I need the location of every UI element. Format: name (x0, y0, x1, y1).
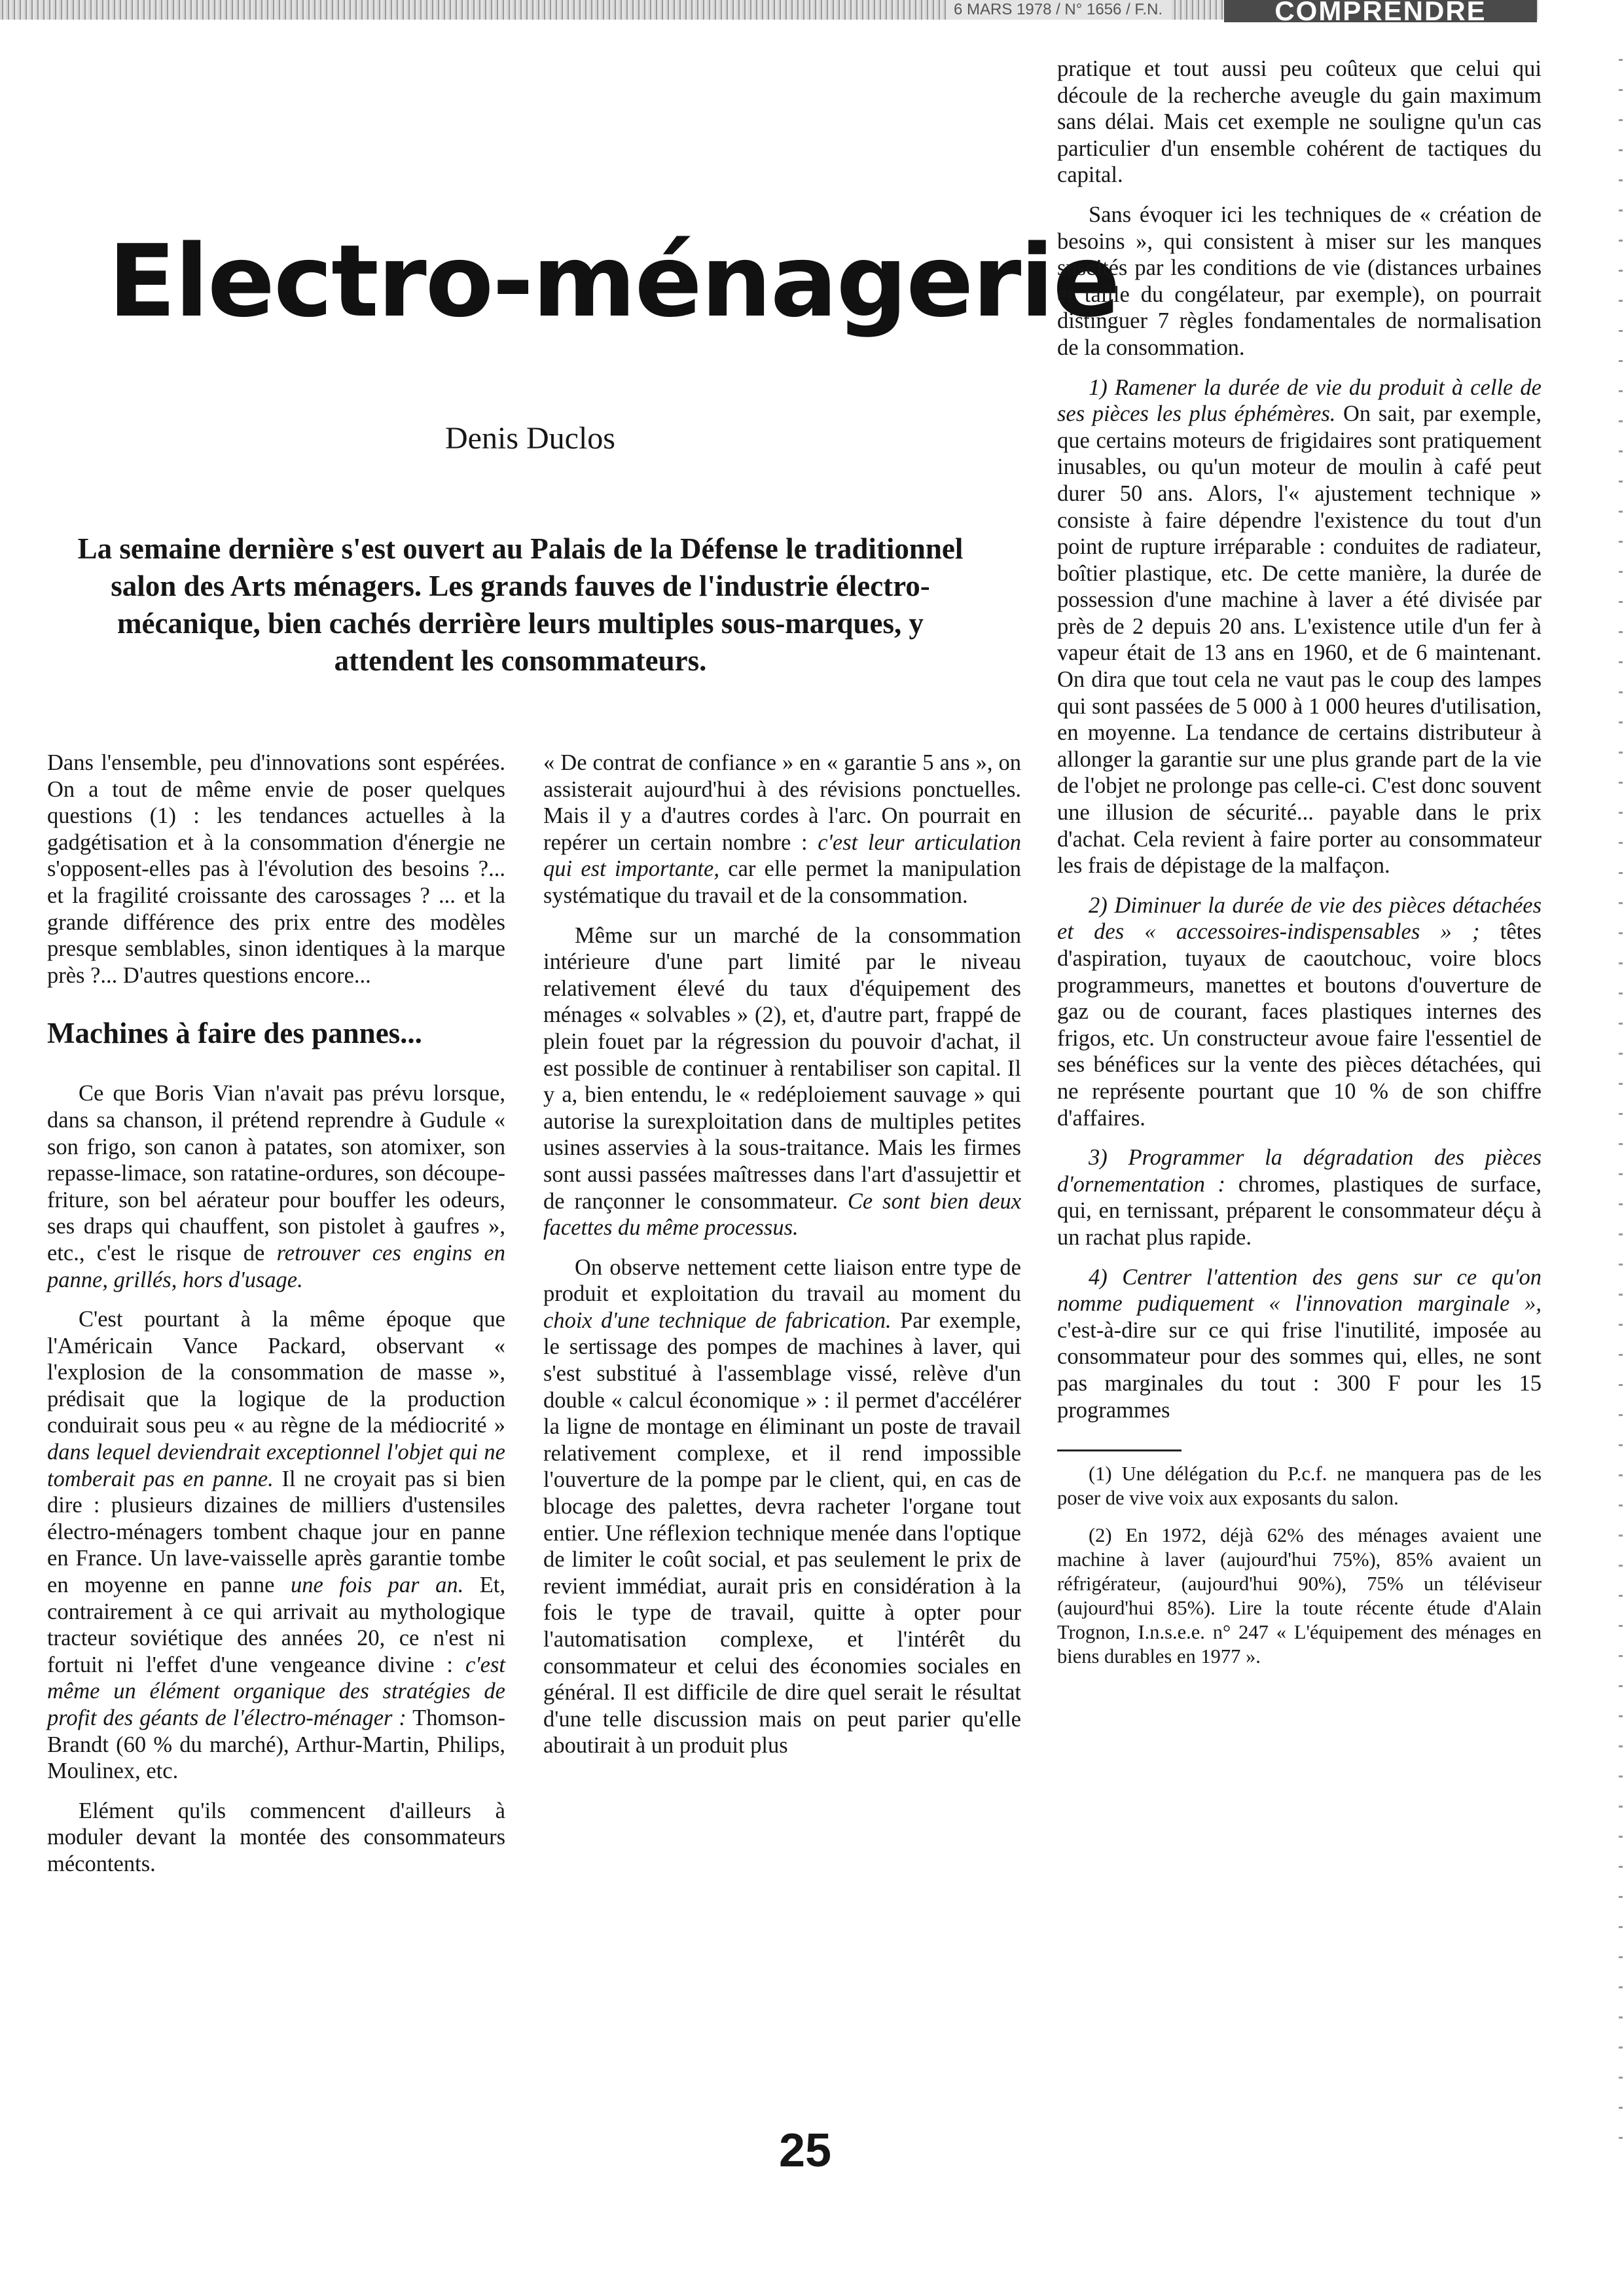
footnote: (1) Une délégation du P.c.f. ne manquera pas de les poser de vive voix aux exposants du salon. (1057, 1463, 1542, 1510)
rule-paragraph (1057, 1144, 1542, 1250)
italic-run: retrouver ces engins en panne, grillés, hors d'usage. (47, 1240, 505, 1292)
paragraph: Dans l'ensemble, peu d'innovations sont espérées. On a tout de même envie de poser quelques questions (1) : les tendances actuelles à la gadgétisation et à la consommation d'énergie ne s'opposent-elles pas à l'évolution des besoins ?... et la fragilité croissante des carossages ? ... et la grande différence des prix entre des modèles presque semblables, sinon identiques à la marque près ?... D'autres questions encore... (47, 750, 505, 988)
rule-paragraph (1057, 1264, 1542, 1424)
italic-run: Ce sont bien deux facettes du même processus. (543, 1188, 1022, 1241)
italic-run: choix d'une technique de fabrication. (543, 1307, 892, 1333)
text-run: c'est-à-dire sur ce qui frise l'inutilité, imposée au consommateur pour des sommes qui, elles, ne sont pas marginales du tout : 300 F pour les 15 programmes (1057, 1317, 1542, 1423)
footnote: (2) En 1972, déjà 62% des ménages avaient une machine à laver (aujourd'hui 75%), 85% avaient un réfrigérateur, (aujourd'hui 90%), 75% un téléviseur (aujourd'hui 85%). Lire la toute récente étude d'Alain Trognon, I.n.s.e.e. n° 247 « L'équipement des ménages en biens durables en 1977 ». (1057, 1524, 1542, 1668)
italic-run: dans lequel deviendrait exceptionnel l'objet qui ne tomberait pas en panne. (47, 1440, 505, 1491)
italic-run: une fois par an. (290, 1573, 464, 1598)
scan-edge-marks (1619, 59, 1623, 2154)
text-run: Par exemple, le sertissage des pompes de machines à laver, qui s'est substitué à l'assemblage vissé, relève d'un double « calcul économique » : il permet d'accélérer la ligne de montage en éliminant un poste de travail relativement complexe, et il rend impossible l'ouverture de la pompe par le client, qui, en cas de blocage des palettes, devra racheter l'organe tout entier. Une réflexion technique menée dans l'optique de limiter le coût social, et pas seulement le prix de revient immédiat, aurait pris en considération à la fois le type de travail, quitte à opter pour l'automatisation complexe, et l'intérêt du consommateur et celui des économies sociales en général. Il est difficile de dire quel serait le résultat d'une telle discussion mais on peut parier qu'elle aboutirait à un produit plus (543, 1307, 1021, 1758)
paragraph (543, 750, 1021, 909)
italic-run: 4) Centrer l'attention des gens sur ce qu'on nomme pudiquement « l'innovation marginale », (1057, 1264, 1542, 1317)
section-subhead: Machines à faire des pannes... (47, 1017, 422, 1050)
italic-run: 3) Programmer la dégradation des pièces d'ornementation : (1057, 1145, 1542, 1197)
text-run: Thomson-Brandt (60 % du marché), Arthur-Martin, Philips, Moulinex, etc. (47, 1705, 505, 1784)
article-author: Denis Duclos (445, 421, 615, 456)
text-run: Ce que Boris Vian n'avait pas prévu lorsque, dans sa chanson, il prétend reprendre à Gudule « son frigo, son canon à patates, son atomixer, son repasse-limace, son ratatine-ordures, son découpe-friture, son bel aérateur pour bouffer les odeurs, ses draps qui chauffent, son pistolet à gaufres », etc., c'est le risque de (47, 1081, 505, 1266)
italic-run: 1) Ramener la durée de vie du produit à celle de ses pièces les plus éphémères. (1057, 374, 1542, 427)
paragraph (47, 1080, 505, 1293)
paragraph: pratique et tout aussi peu coûteux que celui qui découle de la recherche aveugle du gain maximum sans délai. Mais cet exemple ne souligne qu'un cas particulier d'un ensemble cohérent de tactiques du capital. (1057, 56, 1542, 188)
italic-run: 2) Diminuer la durée de vie des pièces détachées et des « accessoires-indispensables » ; (1057, 892, 1542, 945)
paragraph: Sans évoquer ici les techniques de « création de besoins », qui consistent à miser sur les manques suscités par les conditions de vie (distances urbaines et taille du congélateur, par exemple), on pourrait distinguer 7 règles fondamentales de normalisation de la consommation. (1057, 202, 1542, 360)
text-run: Même sur un marché de la consommation intérieure d'une part limité par le niveau relativement élevé du taux d'équipement des ménages « solvables » (2), et, d'autre part, frappé de plein fouet par la régression du pouvoir d'achat, il est possible de continuer à rentabiliser son capital. Il y a, bien entendu, le « redéploiement sauvage » qui autorise la surexploitation dans de multiples petites usines asservies à la sous-traitance. Mais les firmes sont aussi passées maîtresses dans l'art d'assujettir et de rançonner le consommateur. (543, 922, 1021, 1214)
column-3 (1057, 56, 1542, 1682)
section-label: COMPRENDRE (1224, 0, 1537, 22)
text-run: C'est pourtant à la même époque que l'Américain Vance Packard, observant « l'explosion de la consommation de masse », prédisait que la logique de la production conduirait sous peu « au règne de la médiocrité » (47, 1307, 505, 1438)
column-1 (47, 750, 505, 1891)
italic-run: c'est leur articulation qui est importante, (543, 829, 1021, 882)
paragraph: Elément qu'ils commencent d'ailleurs à moduler devant la montée des consommateurs mécontents. (47, 1798, 505, 1876)
text-run: Et, contrairement à ce qui arrivait au mythologique tracteur soviétique des années 20, ce n'est ni fortuit ni l'effet d'une vengeance divine : (47, 1573, 505, 1677)
article-lead: La semaine dernière s'est ouvert au Palais de la Défense le traditionnel salon des Arts ménagers. Les grands fauves de l'industrie électro-mécanique, bien cachés derrière leurs multiples sous-marques, y attendent les consommateurs. (77, 532, 964, 677)
text-run: têtes d'aspiration, tuyaux de caoutchouc, voire blocs programmeurs, manettes et boutons d'ouverture de gaz ou de courant, faces plastiques internes des frigos, etc. Un constructeur avoue faire l'essentiel de ses bénéfices sur la vente des pièces détachées, qui ne représente pourtant que 10 % de son chiffre d'affaires. (1057, 919, 1542, 1131)
column-2 (543, 750, 1021, 1772)
rule-paragraph (1057, 892, 1542, 1131)
text-run: On observe nettement cette liaison entre type de produit et exploitation du travail au moment du (543, 1254, 1021, 1307)
header-date-line: 6 MARS 1978 / N° 1656 / F.N. (946, 0, 1170, 20)
text-run: car elle permet la manipulation systématique du travail et de la consommation. (543, 856, 1021, 908)
page-number: 25 (778, 2124, 832, 2177)
text-run: « De contrat de confiance » en « garantie 5 ans », on assisterait aujourd'hui à des révisions ponctuelles. Mais il y a d'autres cordes à l'arc. On pourrait en repérer un certain nombre : (543, 750, 1021, 855)
article-title: Electro-ménagerie (108, 223, 1119, 339)
paragraph (543, 1254, 1021, 1759)
text-run: On sait, par exemple, que certains moteurs de frigidaires sont pratiquement inusables, ou qu'un moteur de moulin à café peut durer 50 ans. Alors, l'« ajustement technique » consiste à faire dépendre l'existence du tout d'un point de rupture irréparable : conduites de radiateur, boîtier plastique, etc. De cette manière, la durée de possession d'une machine à laver a été divisée par près de 2 depuis 20 ans. L'existence utile d'un fer à vapeur était de 13 ans en 1960, et de 6 maintenant. On dira que tout cela ne vaut pas le coup des lampes qui sont passées de 5 000 à 1 000 heures d'utilisation, en moyenne. La tendance de certains distributeur à allonger la garantie sur une plus grande part de la vie de l'objet ne prolonge pas celle-ci. C'est donc souvent une illusion de sécurité... payable dans le prix d'achat. Cela revient à faire porter au consommateur les frais de dépistage de la malfaçon. (1057, 401, 1542, 879)
rule-paragraph (1057, 374, 1542, 879)
paragraph (543, 922, 1021, 1241)
text-run: Il ne croyait pas si bien dire : plusieurs dizaines de milliers d'ustensiles électro-ménagers tombent chaque jour en panne en France. Un lave-vaisselle après garantie tombe en moyenne en panne (47, 1466, 505, 1598)
text-run: chromes, plastiques de surface, qui, en ternissant, préparent le consommateur déçu à un rachat plus rapide. (1057, 1171, 1542, 1250)
italic-run: c'est même un élément organique des stratégies de profit des géants de l'électro-ménager : (47, 1652, 505, 1730)
footnote-rule (1057, 1449, 1182, 1451)
paragraph (47, 1306, 505, 1785)
